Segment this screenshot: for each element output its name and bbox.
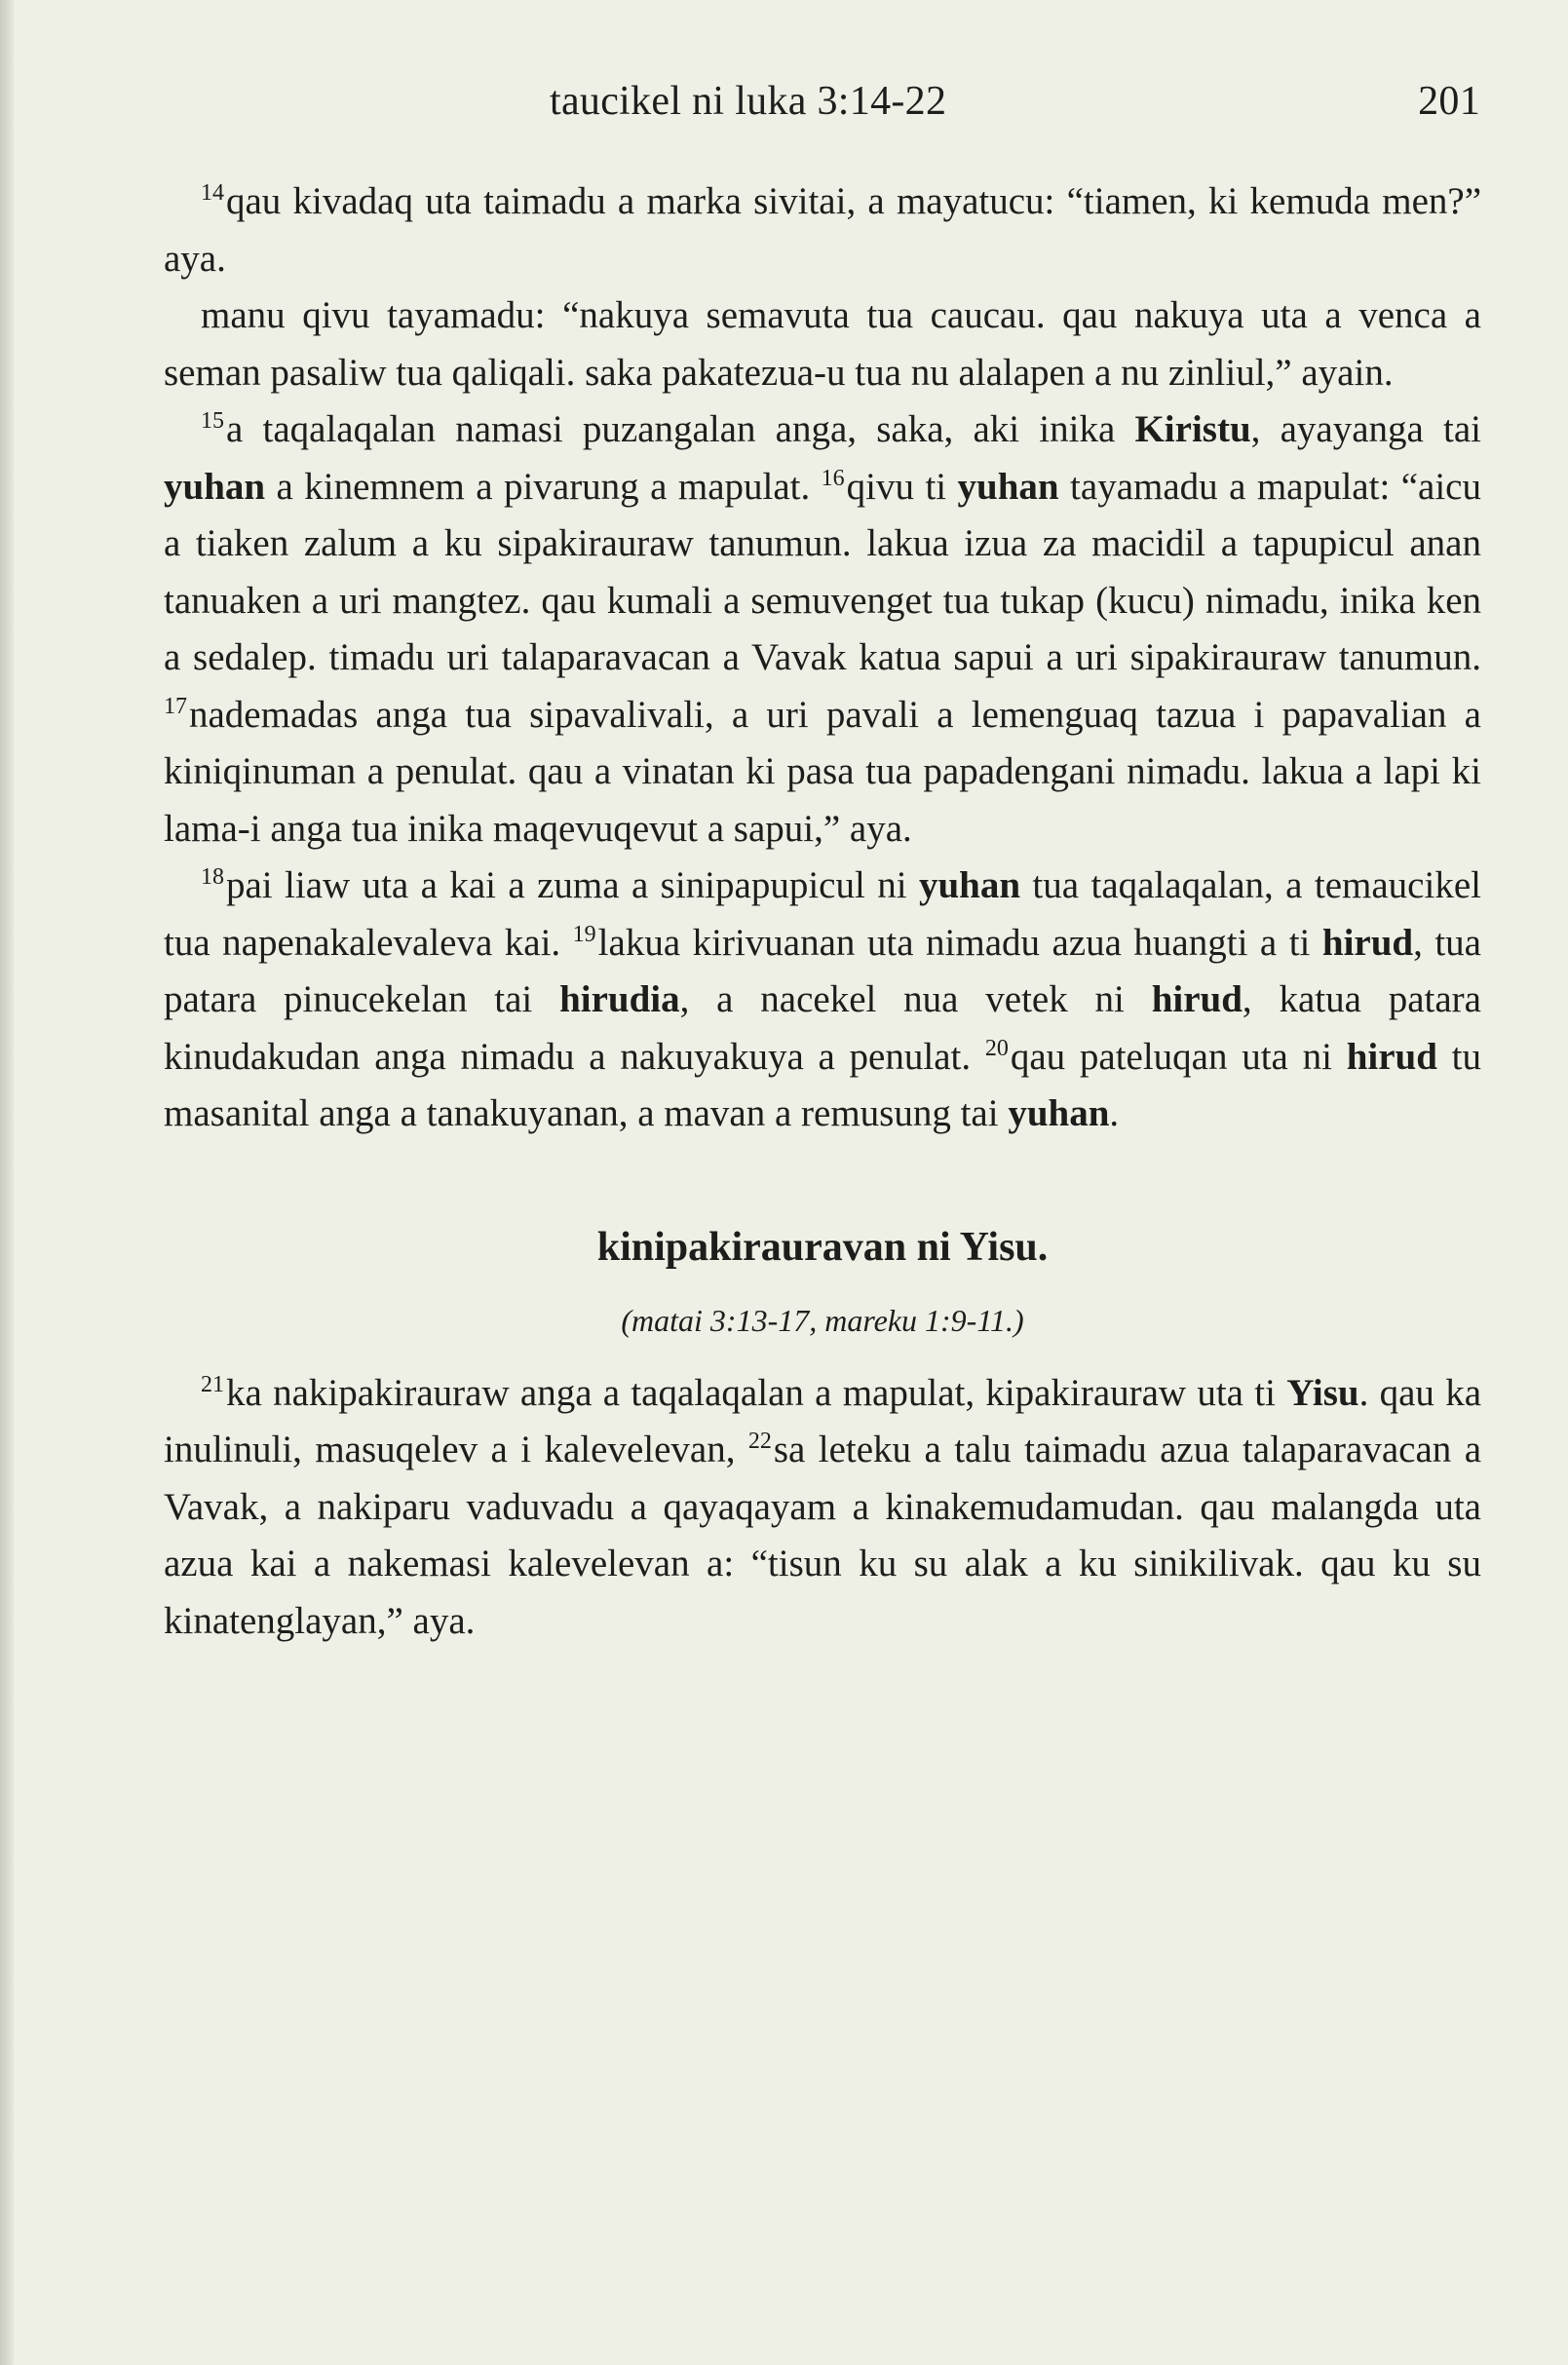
text-run: qivu ti [846, 465, 958, 508]
verse-number: 19 [572, 921, 596, 947]
verse-number: 21 [201, 1371, 224, 1397]
verse-number: 17 [164, 693, 187, 719]
bold-name: Yisu [1286, 1371, 1359, 1414]
paragraph-v18 [164, 858, 1481, 1143]
text-run: a kinemnem a pivarung a mapulat. [265, 465, 822, 508]
text-run: . [1109, 1092, 1120, 1134]
verse-number: 16 [821, 465, 845, 491]
text-run: pai liaw uta a kai a zuma a sinipapupicul ni [226, 864, 919, 906]
bold-name: hirud [1151, 978, 1243, 1020]
bold-name: yuhan [1008, 1092, 1110, 1134]
bold-name: hirud [1321, 921, 1414, 964]
page-number: 201 [1418, 79, 1480, 124]
text-run: nademadas anga tua sipavalivali, a uri pavali a lemenguaq tazua i papavalian a kiniqinuman a penulat. qau a vinatan ki pasa tua papadengani nimadu. lakua a lapi ki lama-i anga tua inika maqevuqevut a sapui,” aya. [164, 693, 1481, 850]
page-header [164, 78, 1480, 136]
text-run: , katua patara kinudakudan anga nimadu a nakuyakuya a penulat. [164, 978, 1481, 1078]
text-body [164, 173, 1481, 1650]
text-run: tu masanital anga a tanakuyanan, a mavan a remusung tai [164, 1035, 1481, 1134]
verse-number: 14 [201, 180, 224, 206]
text-run: a taqalaqalan namasi puzangalan anga, saka, aki inika [226, 408, 1135, 450]
paragraph-v14b [164, 287, 1481, 401]
paragraph-v21 [164, 1365, 1481, 1651]
paragraph-v14 [164, 173, 1481, 287]
text-run: , tua patara pinucekelan tai [164, 921, 1481, 1020]
paragraph-group-1 [164, 173, 1481, 1143]
text-run: tayamadu a mapulat: “aicu a tiaken zalum a ku sipakirauraw tanumun. lakua izua za macidil a tapupicul anan tanuaken a uri mangtez. qau kumali a semuvenget tua tukap (kucu) nimadu, inika ken a sedalep. timadu uri talaparavacan a Vavak katua sapui a uri sipakirauraw tanumun. [164, 465, 1481, 678]
text-run: manu qivu tayamadu: “nakuya semavuta tua caucau. qau nakuya uta a venca a seman pasaliw tua qaliqali. saka pakatezua-u tua nu alalapen a nu zinliul,” ayain. [164, 294, 1481, 394]
verse-number: 18 [201, 864, 224, 890]
text-run: , a nacekel nua vetek ni [679, 978, 1152, 1020]
bold-name: hirud [1346, 1035, 1437, 1078]
text-run: . qau ka inulinuli, masuqelev a i kalevelevan, [164, 1371, 1481, 1470]
text-run: tua taqalaqalan, a temaucikel tua napenakalevaleva kai. [164, 864, 1481, 964]
section-heading: kinipakirauravan ni Yisu. [596, 1224, 1049, 1270]
book-spine-shadow [0, 0, 14, 2365]
bold-name: yuhan [164, 465, 266, 508]
text-run: , ayayanga tai [1250, 408, 1481, 450]
text-run: lakua kirivuanan uta nimadu azua huangti a ti [597, 921, 1322, 964]
cross-reference: (matai 3:13-17, mareku 1:9-11.) [621, 1302, 1024, 1338]
paragraph-v15 [164, 401, 1481, 858]
text-run: ka nakipakirauraw anga a taqalaqalan a mapulat, kipakirauraw uta ti [226, 1371, 1287, 1414]
verse-number: 22 [747, 1429, 772, 1454]
paragraph-group-2 [164, 1365, 1481, 1651]
bold-name: Kiristu [1134, 408, 1251, 450]
running-title: taucikel ni luka 3:14-22 [550, 79, 947, 124]
text-run: qau kivadaq uta taimadu a marka sivitai, a mayatucu: “tiamen, ki kemuda men?” aya. [164, 180, 1481, 280]
verse-number: 20 [984, 1035, 1009, 1061]
bold-name: yuhan [918, 864, 1021, 906]
text-run: qau pateluqan uta ni [1010, 1035, 1347, 1078]
bold-name: yuhan [957, 465, 1059, 508]
text-run: sa leteku a talu taimadu azua talaparavacan a Vavak, a nakiparu vaduvadu a qayaqayam a kinakemudamudan. qau malangda uta azua kai a nakemasi kalevelevan a: “tisun ku su alak a ku sinikilivak. qau ku su kinatenglayan,” aya. [164, 1429, 1482, 1642]
bold-name: hirudia [559, 978, 680, 1020]
verse-number: 15 [201, 408, 224, 434]
